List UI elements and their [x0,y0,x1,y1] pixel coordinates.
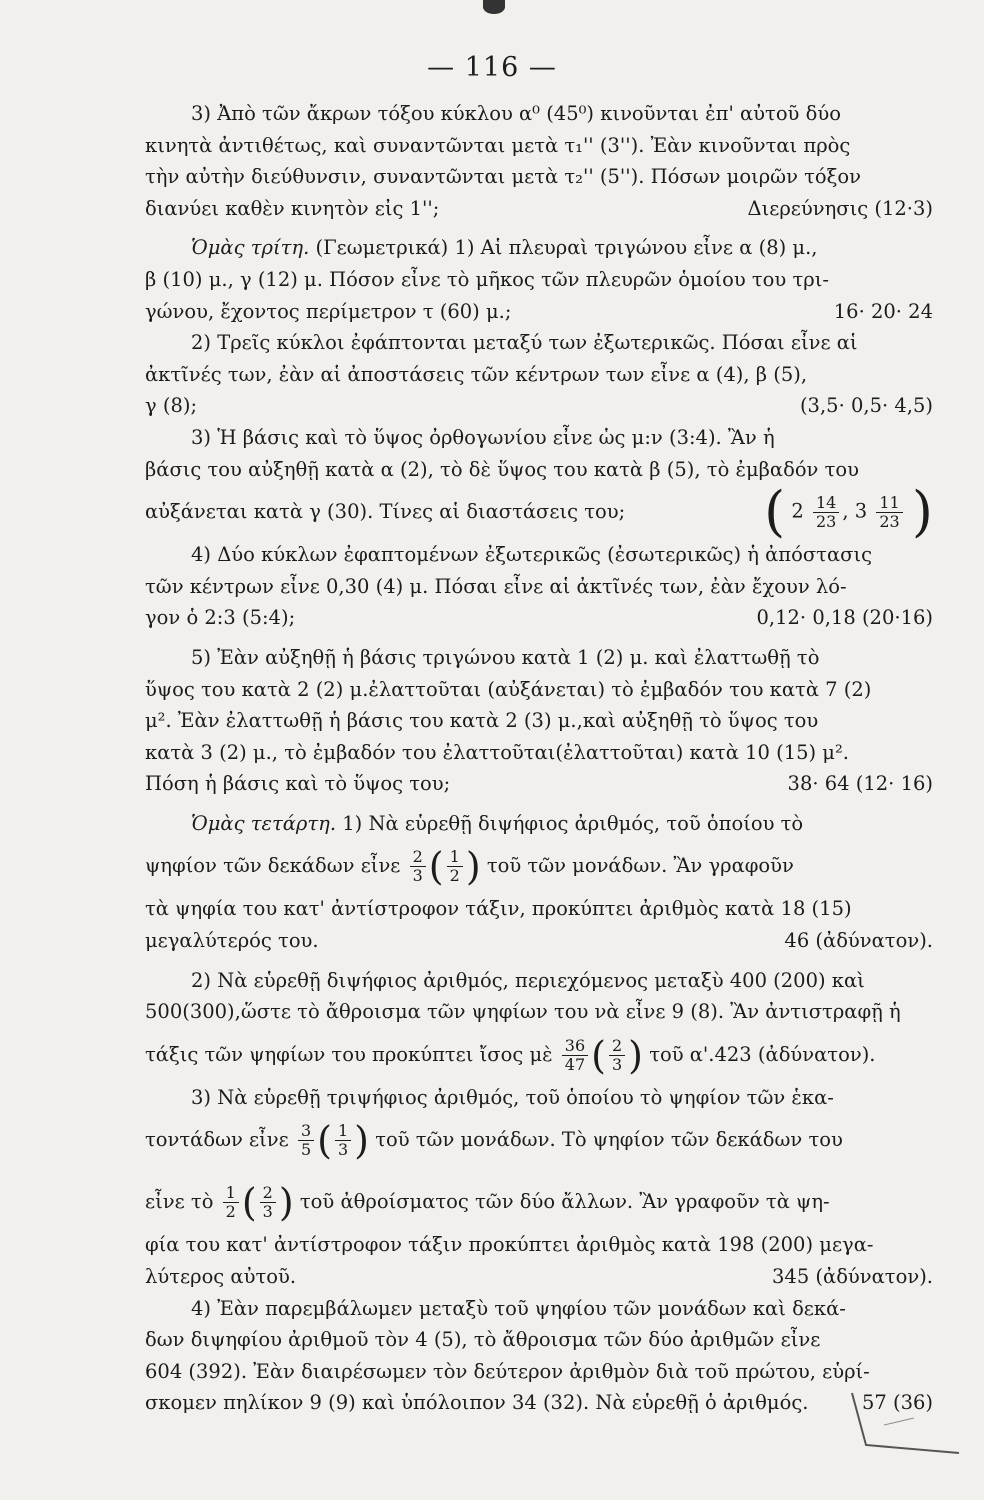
r2-frac-2: $\frac{2}{3}$ [609,1037,625,1074]
r3-frac-2: $\frac{1}{3}$ [335,1122,351,1159]
r3-line-4: φία του κατ' ἀντίστροφον τάξιν προκύπτει ἀριθμὸς κατὰ 198 (200) μεγα- [145,1233,874,1257]
q4-answer: 0,12· 0,18 (20·16) [756,606,933,630]
q5-line-1: 5) Ἐὰν αὐξηθῇ ἡ βάσις τριγώνου κατὰ 1 (2) μ. καὶ ἐλαττωθῇ τὸ [191,645,820,669]
g4-text-end: μεγαλύτερός του. [145,929,319,953]
r3-text-end: λύτερος αὐτοῦ. [145,1265,297,1289]
q5-line-4: κατὰ 3 (2) μ., τὸ ἐμβαδόν του ἐλαττοῦται(ἐλαττοῦται) κατὰ 10 (15) μ². [145,740,849,764]
r3-line-2: τοντάδων εἶνε $\frac{3}{5}$ ( $\frac{1}{3}$ ) τοῦ τῶν μονάδων. Τὸ ψηφίον τῶν δεκάδων του [145,1118,843,1163]
problem-3-answer: Διερεύνησις (12·3) [747,196,933,220]
page-number: — 116 — [427,52,557,83]
group-4-line-1 [145,808,933,840]
r4-line-2: δων διψηφίου ἀριθμοῦ τὸν 4 (5), τὸ ἄθροισμα τῶν δύο ἀριθμῶν εἶνε [145,1328,821,1352]
q3-answer-frac-b: $\frac{11}{23}$ [876,494,902,531]
group-4-problem-1-text: 1) Νὰ εὑρεθῇ διψήφιος ἀριθμός, τοῦ ὁποίου τὸ [336,811,804,835]
q3-line-1: 3) Ἡ βάσις καὶ τὸ ὕψος ὀρθογωνίου εἶνε ὡς μ:ν (3:4). Ἂν ἡ [191,425,775,449]
group-3-problem-1-end: γώνου, ἔχοντος περίμετρον τ (60) μ.; [145,299,512,323]
q3-answer-int-b: 3 [854,499,868,523]
q4-line-2: τῶν κέντρων εἶνε 0,30 (4) μ. Πόσαι εἶνε αἱ ἀκτῖνές των, ἐὰν ἔχουν λό- [145,574,847,598]
group-3-heading: Ὁμὰς τρίτη. [191,236,310,260]
q3-answer-int-a: 2 [791,499,804,523]
group-4-line-2: ψηφίον τῶν δεκάδων εἶνε $\frac{2}{3}$ ( $\frac{1}{2}$ ) τοῦ τῶν μονάδων. Ἂν γραφοῦν [145,844,794,889]
r3-frac-1: $\frac{3}{5}$ [298,1122,314,1159]
q2-line-3 [145,390,933,422]
r2-line-2: 500(300),ὥστε τὸ ἄθροισμα τῶν ψηφίων του νὰ εἶνε 9 (8). Ἂν ἀντιστραφῇ ἡ [145,1000,901,1024]
q5-line-2: ὕψος του κατὰ 2 (2) μ.ἐλαττοῦται (αὐξάνεται) τὸ ἐμβαδόν του κατὰ 7 (2) [145,677,872,701]
r3-line-1: 3) Νὰ εὑρεθῇ τριψήφιος ἀριθμός, τοῦ ὁποίου τὸ ψηφίον τῶν ἑκα- [191,1085,834,1109]
group-3-line-2: β (10) μ., γ (12) μ. Πόσον εἶνε τὸ μῆκος τῶν πλευρῶν ὁμοίου του τρι- [145,267,829,291]
ink-blot [483,0,505,14]
group-3-problem-1-answer: 16· 20· 24 [833,299,933,323]
problem-3-line-3: τὴν αὐτὴν διεύθυνσιν, συναντῶνται μετὰ τ₂'' (5''). Πόσων μοιρῶν τόξον [145,165,861,189]
r4-answer: 57 (36) [861,1391,933,1415]
q2-text-end: γ (8); [145,394,198,418]
r3-answer: 345 (ἀδύνατον). [772,1265,933,1289]
r4-line-3: 604 (392). Ἐὰν διαιρέσωμεν τὸν δεύτερον ἀριθμὸν διὰ τοῦ πρώτου, εὑρί- [145,1359,870,1383]
group-3-line-1 [145,232,933,264]
problem-3-text: διανύει καθὲν κινητὸν εἰς 1''; [145,196,440,220]
r3-line-5 [145,1261,933,1293]
problem-3-line-2: κινητὰ ἀντιθέτως, καὶ συναντῶνται μετὰ τ₁'' (3''). Ἐὰν κινοῦνται πρὸς [145,133,851,157]
r4-line-4 [145,1387,933,1419]
q4-line-1: 4) Δύο κύκλων ἐφαπτομένων ἐξωτερικῶς (ἐσωτερικῶς) ἡ ἀπόστασις [191,543,873,567]
problem-3-line-4 [145,193,933,225]
q4-line-3 [145,602,933,634]
q2-line-1: 2) Τρεῖς κύκλοι ἐφάπτονται μεταξύ των ἐξωτερικῶς. Πόσαι εἶνε αἱ [191,331,858,355]
q2-answer: (3,5· 0,5· 4,5) [799,394,933,418]
q5-text-end: Πόση ἡ βάσις καὶ τὸ ὕψος του; [145,772,451,796]
q4-text-end: γον ὁ 2:3 (5:4); [145,606,296,630]
r4-line-1: 4) Ἐὰν παρεμβάλωμεν μεταξὺ τοῦ ψηφίου τῶν μονάδων καὶ δεκά- [191,1296,846,1320]
q5-line-3: μ². Ἐὰν ἐλαττωθῇ ἡ βάσις του κατὰ 2 (3) μ.,καὶ αὐξηθῇ τὸ ὕψος του [145,709,819,733]
q3-answer-frac-a: $\frac{14}{23}$ [813,494,839,531]
g4-frac-1: $\frac{2}{3}$ [410,848,426,885]
g4-frac-2: $\frac{1}{2}$ [447,848,463,885]
group-4-line-3: τὰ ψηφία του κατ' ἀντίστροφον τάξιν, προκύπτει ἀριθμὸς κατὰ 18 (15) [145,897,852,921]
problem-3-line-1: 3) Ἀπὸ τῶν ἄκρων τόξου κύκλου α⁰ (45⁰) κινοῦνται ἐπ' αὐτοῦ δύο [191,102,841,125]
page-body [145,98,933,1419]
q3-line-3 [145,480,933,544]
q3-answer: ( 2 $\frac{14}{23}$ , 3 $\frac{11}{23}$ ) [764,480,933,544]
r3-frac-3: $\frac{1}{2}$ [223,1184,239,1221]
g4-answer: 46 (ἀδύνατον). [784,929,933,953]
q5-answer: 38· 64 (12· 16) [787,772,933,796]
q5-line-5 [145,768,933,800]
r2-line-1: 2) Νὰ εὑρεθῇ διψήφιος ἀριθμός, περιεχόμενος μεταξὺ 400 (200) καὶ [191,968,865,992]
group-4-line-4 [145,925,933,957]
r2-line-3: τάξις τῶν ψηφίων του προκύπτει ἴσος μὲ $\frac{36}{47}$ ( $\frac{2}{3}$ ) τοῦ α'.423 (ἀδύνατον). [145,1033,876,1078]
pencil-mark [844,1385,964,1455]
group-3-problem-1-text: (Γεωμετρικά) 1) Αἱ πλευραὶ τριγώνου εἶνε α (8) μ., [309,236,818,260]
r2-frac-1: $\frac{36}{47}$ [562,1037,588,1074]
group-3-line-3 [145,296,933,328]
group-4-heading: Ὁμὰς τετάρτη. [191,811,337,835]
r3-line-3: εἶνε τὸ $\frac{1}{2}$ ( $\frac{2}{3}$ ) τοῦ ἀθροίσματος τῶν δύο ἄλλων. Ἂν γραφοῦν τὰ ψη- [145,1180,830,1225]
q3-line-2: βάσις του αὐξηθῇ κατὰ α (2), τὸ δὲ ὕψος του κατὰ β (5), τὸ ἐμβαδόν του [145,457,859,481]
q3-text-end: αὐξάνεται κατὰ γ (30). Τίνες αἱ διαστάσεις του; [145,500,626,524]
q2-line-2: ἀκτῖνές των, ἐὰν αἱ ἀποστάσεις τῶν κέντρων των εἶνε α (4), β (5), [145,362,808,386]
r4-text-end: σκομεν πηλίκον 9 (9) καὶ ὑπόλοιπον 34 (32). Νὰ εὑρεθῇ ὁ ἀριθμός. [145,1391,809,1415]
r3-frac-4: $\frac{2}{3}$ [260,1184,276,1221]
